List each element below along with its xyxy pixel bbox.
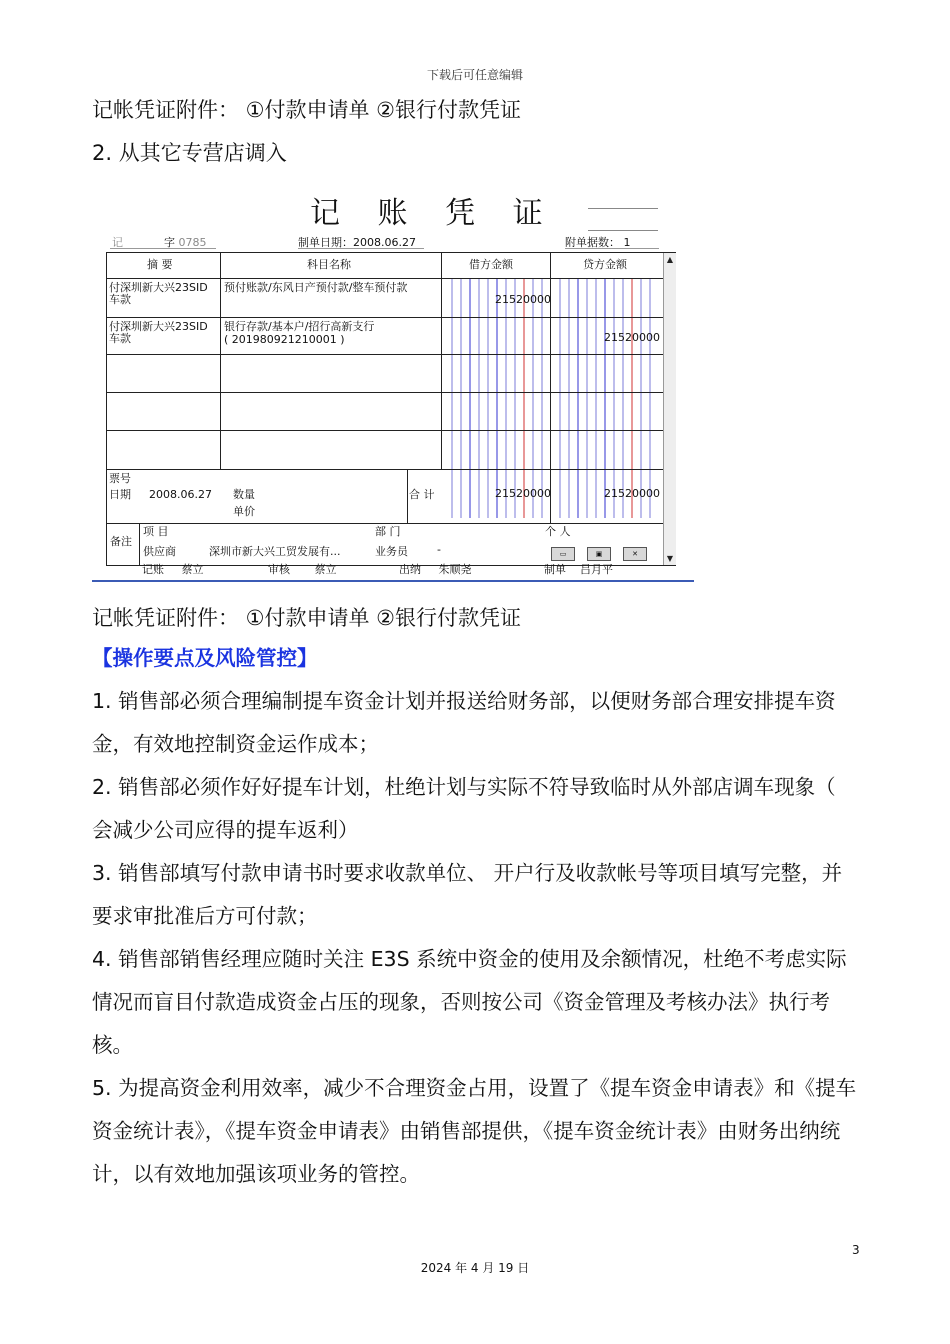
header-credit: 贷方金额 xyxy=(583,258,627,271)
point-4: 4. 销售部销售经理应随时关注 E3S 系统中资金的使用及余额情况，杜绝不考虑实际情况而盲目付款造成资金占压的现象，否则按公司《资金管理及考核办法》执行考核。 xyxy=(92,947,847,1057)
qty-label: 数量 xyxy=(233,488,255,501)
sign-bookkeeper: 记账 蔡立 xyxy=(142,563,204,576)
total-label: 合 计 xyxy=(409,488,435,501)
voucher-bottom-border xyxy=(92,580,694,582)
row1-summary: 付深圳新大兴23SID 车款 xyxy=(109,281,208,306)
price-label: 单价 xyxy=(233,505,255,518)
number-underline xyxy=(110,248,216,249)
row1-account: 预付账款/东风日产预付款/整车预付款 xyxy=(224,281,408,294)
amount-digit-lines xyxy=(442,279,662,518)
card-icon[interactable]: ▭ xyxy=(551,547,575,561)
image-icon[interactable]: ▣ xyxy=(587,547,611,561)
attach-underline xyxy=(565,248,659,249)
sign-reviewer: 审核 蔡立 xyxy=(268,563,337,576)
total-credit: 21520000 xyxy=(604,487,660,500)
page-number: 3 xyxy=(852,1243,860,1257)
voucher-scrollbar[interactable] xyxy=(663,253,676,565)
attach-count: 附单据数： 1 xyxy=(565,236,631,249)
point-3: 3. 销售部填写付款申请书时要求收款单位、 开户行及收款帐号等项目填写完整，并要求审批准后方可付款； xyxy=(92,861,843,928)
sign-preparer: 制单 吕月平 xyxy=(544,563,613,576)
ticket-label: 票号 xyxy=(109,472,131,485)
date-underline xyxy=(298,248,424,249)
row2-account-number: ( 201980921210001 ) xyxy=(224,333,345,346)
voucher-date: 制单日期：2008.06.27 xyxy=(298,236,416,249)
date-row-label: 日期 xyxy=(109,488,131,501)
project-label: 项 目 xyxy=(143,525,169,538)
row2-account: 银行存款/基本户/招行高新支行 xyxy=(224,320,375,333)
sign-cashier: 出纳 朱顺尧 xyxy=(399,563,472,576)
point-5: 5. 为提高资金利用效率，减少不合理资金占用，设置了《提车资金申请表》和《提车资金统计表》，《提车资金申请表》由销售部提供，《提车资金统计表》由财务出纳统计，以有效地加强该项业务的管控。 xyxy=(92,1076,857,1186)
row2-summary: 付深圳新大兴23SID 车款 xyxy=(109,320,208,345)
title-underline xyxy=(588,208,658,209)
header-debit: 借方金额 xyxy=(469,258,513,271)
voucher-screenshot xyxy=(92,184,694,584)
tool-icon[interactable]: ✕ xyxy=(623,547,647,561)
row2-credit: 21520000 xyxy=(604,331,660,344)
footer-date: 2024 年 4 月 19 日 xyxy=(420,1261,530,1275)
section-heading: 【操作要点及风险管控】 xyxy=(92,646,318,670)
clerk-label: 业务员 xyxy=(375,545,408,558)
scroll-up-icon[interactable]: ▲ xyxy=(666,255,674,264)
point-2: 2. 销售部必须作好好提车计划，杜绝计划与实际不符导致临时从外部店调车现象（ 会减少公司应得的提车返利） xyxy=(92,775,836,842)
supplier-label: 供应商 xyxy=(143,545,176,558)
remark-label: 备注 xyxy=(110,535,132,548)
header-note: 下载后可任意编辑 xyxy=(426,68,523,82)
title-underline-2 xyxy=(588,230,658,231)
voucher-grid xyxy=(106,252,676,566)
header-summary: 摘 要 xyxy=(147,258,173,271)
section-2-title: 2. 从其它专营店调入 xyxy=(92,141,287,165)
person-label: 个 人 xyxy=(545,525,571,538)
main-text xyxy=(92,637,862,1196)
attachment-line-bottom: 记帐凭证附件： ①付款申请单 ②银行付款凭证 xyxy=(92,606,522,630)
dept-label: 部 门 xyxy=(375,525,401,538)
voucher-type: 记 xyxy=(112,236,123,249)
total-debit: 21520000 xyxy=(495,487,551,500)
date-row-value: 2008.06.27 xyxy=(149,488,212,501)
attachment-line-top: 记帐凭证附件： ①付款申请单 ②银行付款凭证 xyxy=(92,98,522,122)
supplier-value: 深圳市新大兴工贸发展有... xyxy=(209,545,341,558)
voucher-title: 记 账 凭 证 xyxy=(310,196,557,231)
header-account: 科目名称 xyxy=(307,258,351,271)
row1-debit: 21520000 xyxy=(495,293,551,306)
scroll-down-icon[interactable]: ▼ xyxy=(666,554,674,563)
clerk-value: - xyxy=(437,543,441,556)
point-1: 1. 销售部必须合理编制提车资金计划并报送给财务部，以便财务部合理安排提车资金，有效地控制资金运作成本； xyxy=(92,689,836,756)
voucher-number: 字 0785 xyxy=(164,236,207,249)
